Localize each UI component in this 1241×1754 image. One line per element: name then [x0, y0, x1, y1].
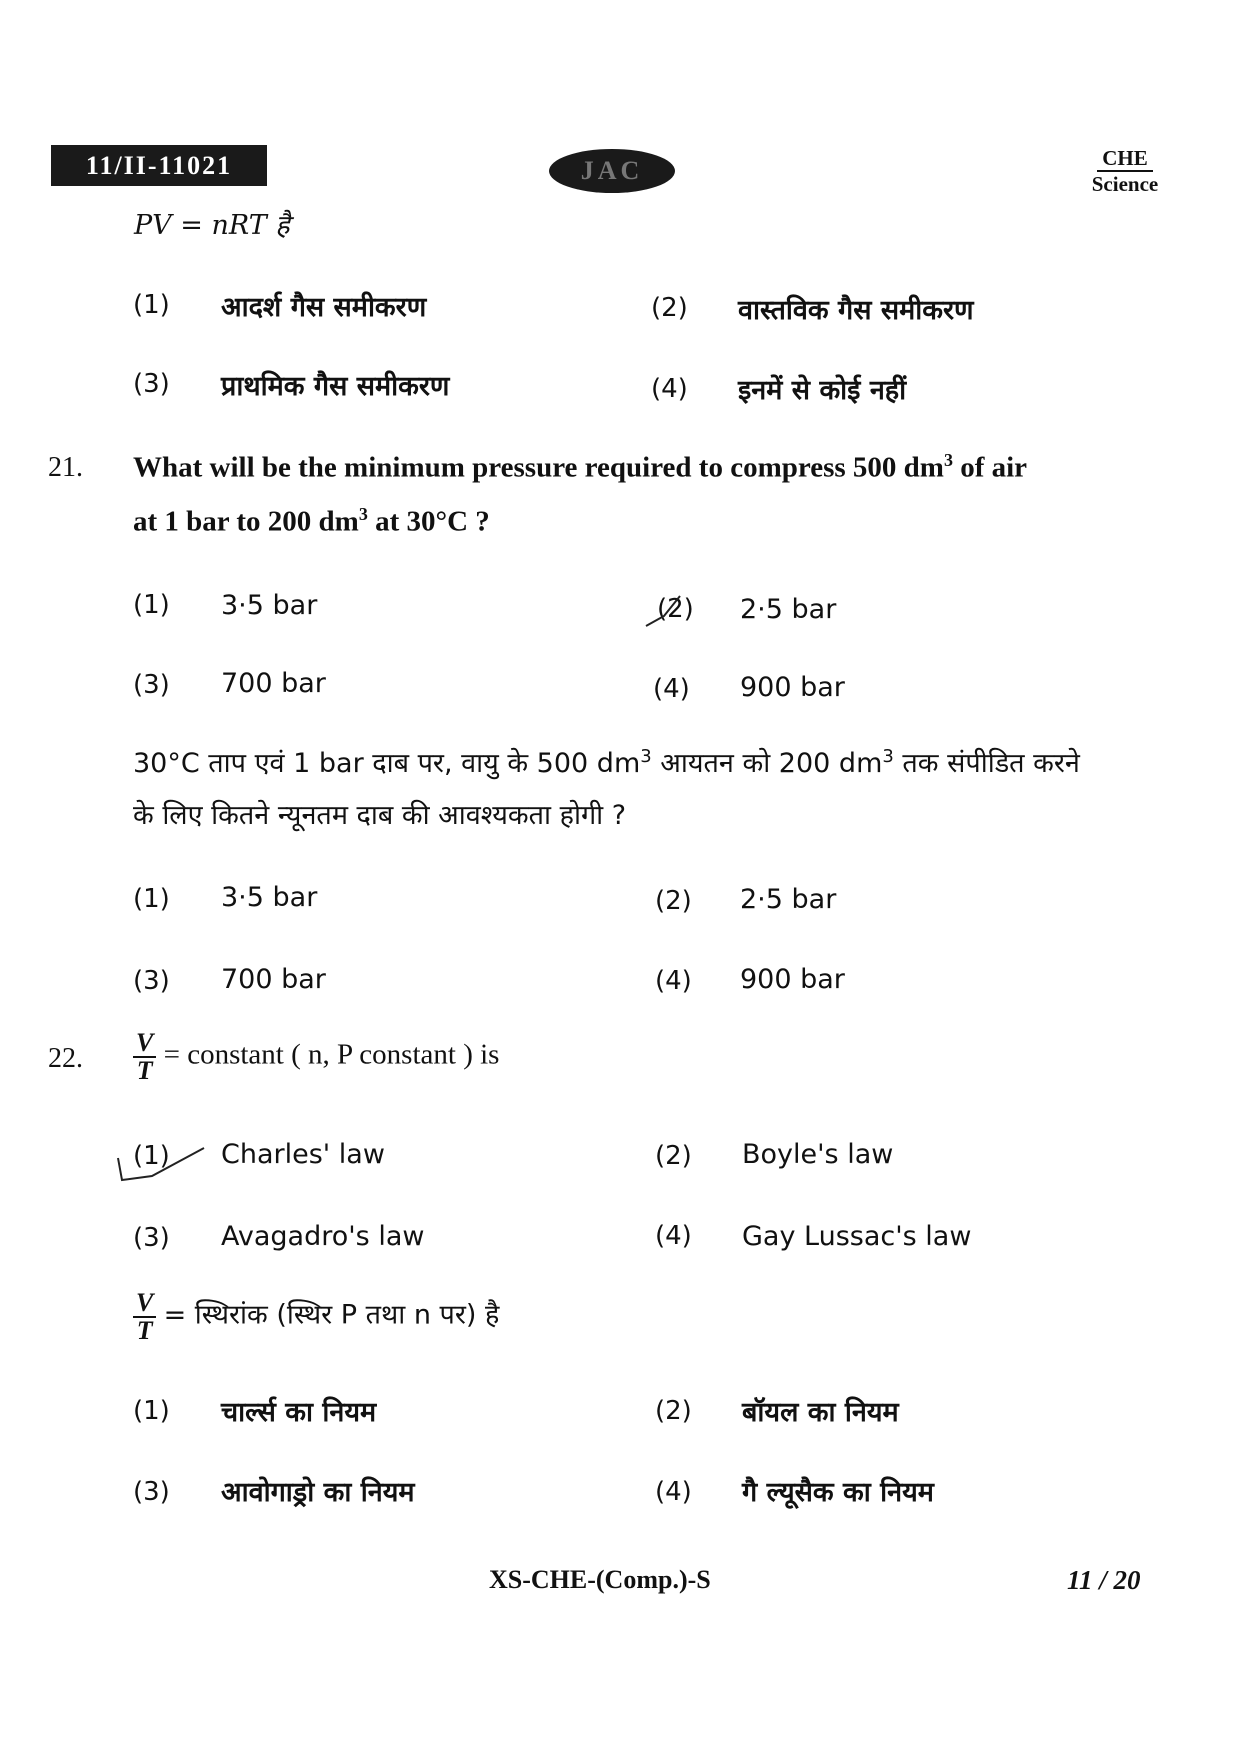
- q22-opt3-num: (3): [133, 1223, 170, 1253]
- q21-text-line2: at 1 bar to 200 $dm^3$ at 30°C ?: [133, 504, 490, 538]
- q20-opt4-num: (4): [651, 374, 688, 404]
- q20-opt3-num: (3): [133, 369, 170, 399]
- q20-opt1-num: (1): [133, 290, 170, 320]
- q21-hi-opt1-num: (1): [133, 884, 170, 914]
- q21-hi-opt4-num: (4): [655, 966, 692, 996]
- q21-opt2-text: 2·5 bar: [740, 594, 837, 625]
- board-logo: JAC: [549, 149, 675, 193]
- q21-opt2-num: (2): [657, 594, 694, 624]
- q22-opt4-text: Gay Lussac's law: [742, 1221, 972, 1252]
- q22-hi-opt4-text: गै ल्यूसैक का नियम: [742, 1477, 934, 1508]
- q22-opt1-text: Charles' law: [221, 1139, 385, 1170]
- subject-label: [1070, 146, 1180, 196]
- q21-hi-opt3-text: 700 bar: [221, 964, 326, 995]
- q20-opt3-text: प्राथमिक गैस समीकरण: [221, 371, 450, 402]
- q22-hi-opt4-num: (4): [655, 1477, 692, 1507]
- footer-paper-code: XS-CHE-(Comp.)-S: [489, 1565, 711, 1594]
- q21-opt4-text: 900 bar: [740, 672, 845, 703]
- answer-tick-mark: [642, 590, 682, 630]
- q22-opt3-text: Avagadro's law: [221, 1221, 425, 1252]
- q22-opt1-num: (1): [133, 1141, 170, 1171]
- q22-opt4-num: (4): [655, 1221, 692, 1251]
- q21-opt1-num: (1): [133, 590, 170, 620]
- q20-opt4-text: इनमें से कोई नहीं: [738, 375, 907, 406]
- v-over-t-fraction: $\frac{V}{T}$: [133, 1030, 156, 1084]
- q21-hi-opt1-text: 3·5 bar: [221, 882, 318, 913]
- q21-opt4-num: (4): [653, 674, 690, 704]
- q22-number: 22.: [48, 1043, 83, 1074]
- q22-statement-hi: $\frac{V}{T}$ = स्थिरांक (स्थिर P तथा n पर) है: [133, 1290, 499, 1344]
- q22-hi-opt1-text: चार्ल्स का नियम: [221, 1397, 377, 1428]
- q22-hi-opt3-text: आवोगाड्रो का नियम: [221, 1477, 415, 1508]
- q20-opt2-text: वास्तविक गैस समीकरण: [738, 295, 974, 326]
- q21-hi-opt2-num: (2): [655, 886, 692, 916]
- q22-opt2-num: (2): [655, 1141, 692, 1171]
- q22-statement-en: $\frac{V}{T}$ = constant ( n, P constant ) is: [133, 1030, 499, 1084]
- q21-hindi-line1: 30°C ताप एवं 1 bar दाब पर, वायु के 500 $dm^3$ आयतन को 200 $dm^3$ तक संपीडित करने: [133, 746, 1080, 779]
- q21-opt3-text: 700 bar: [221, 668, 326, 699]
- q21-hi-opt2-text: 2·5 bar: [740, 884, 837, 915]
- q21-hindi-line2: के लिए कितने न्यूनतम दाब की आवश्यकता होगी ?: [133, 800, 627, 831]
- q21-opt3-num: (3): [133, 670, 170, 700]
- subject-name: Science: [1091, 172, 1159, 196]
- paper-code: 11/II-11021: [51, 145, 267, 186]
- q21-hi-opt4-text: 900 bar: [740, 964, 845, 995]
- q21-opt1-text: 3·5 bar: [221, 590, 318, 621]
- q21-hi-opt3-num: (3): [133, 966, 170, 996]
- q22-hi-opt3-num: (3): [133, 1477, 170, 1507]
- q21-number: 21.: [48, 452, 83, 483]
- q20-opt1-text: आदर्श गैस समीकरण: [221, 292, 427, 323]
- q22-hi-opt2-text: बॉयल का नियम: [742, 1397, 899, 1428]
- q22-hi-opt2-num: (2): [655, 1396, 692, 1426]
- q21-text-line1: What will be the minimum pressure required to compress 500 $dm^3$ of air: [133, 450, 1028, 484]
- q22-hi-opt1-num: (1): [133, 1396, 170, 1426]
- v-over-t-fraction: $\frac{V}{T}$: [133, 1290, 156, 1344]
- page-number: 11 / 20: [1067, 1565, 1141, 1595]
- subject-code: CHE: [1097, 146, 1153, 172]
- answer-tick-mark: [112, 1140, 212, 1186]
- q20-formula: PV = nRT है: [134, 210, 290, 241]
- q20-opt2-num: (2): [651, 293, 688, 323]
- q22-opt2-text: Boyle's law: [742, 1139, 894, 1170]
